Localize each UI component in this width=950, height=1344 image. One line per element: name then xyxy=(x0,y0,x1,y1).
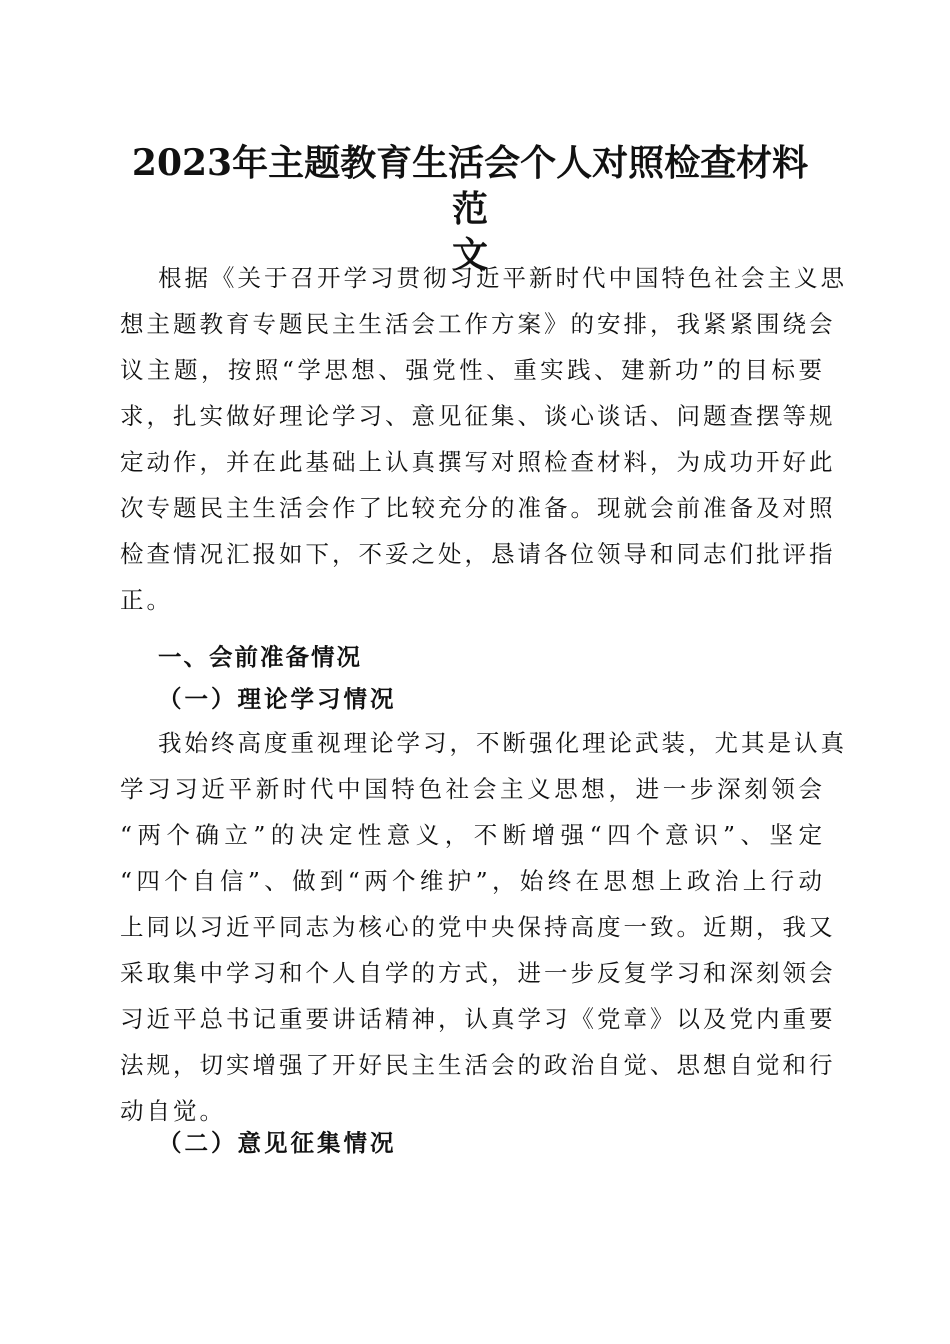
title-line-2: 文 xyxy=(451,234,488,276)
section-heading-1: 一、会前准备情况 xyxy=(158,643,362,671)
paragraph-line: 采取集中学习和个人自学的方式，进一步反复学习和深刻领会 xyxy=(120,959,836,987)
subsection-heading-1: （一）理论学习情况 xyxy=(158,685,397,713)
paragraph-line: 求，扎实做好理论学习、意见征集、谈心谈话、问题查摆等规 xyxy=(120,402,836,430)
paragraph-line: 定动作，并在此基础上认真撰写对照检查材料，为成功开好此 xyxy=(120,448,836,476)
subsection-heading-2: （二）意见征集情况 xyxy=(158,1129,397,1157)
paragraph-line: 正。 xyxy=(120,586,173,614)
paragraph-line: 想主题教育专题民主生活会工作方案》的安排，我紧紧围绕会 xyxy=(120,310,836,338)
paragraph-line: “两个确立”的决定性意义，不断增强“四个意识”、坚定 xyxy=(120,821,825,849)
paragraph-line: 动自觉。 xyxy=(120,1097,226,1125)
paragraph-line: “四个自信”、做到“两个维护”，始终在思想上政治上行动 xyxy=(120,867,825,895)
paragraph-line: 我始终高度重视理论学习，不断强化理论武装，尤其是认真 xyxy=(158,729,847,757)
title-line-1: 2023年主题教育生活会个人对照检查材料范 xyxy=(131,142,809,230)
paragraph-line: 学习习近平新时代中国特色社会主义思想，进一步深刻领会 xyxy=(120,775,825,803)
paragraph-line: 习近平总书记重要讲话精神，认真学习《党章》以及党内重要 xyxy=(120,1005,836,1033)
paragraph-line: 检查情况汇报如下，不妥之处，恳请各位领导和同志们批评指 xyxy=(120,540,836,568)
paragraph-line: 议主题，按照“学思想、强党性、重实践、建新功”的目标要 xyxy=(120,356,825,384)
theory-paragraph xyxy=(120,720,847,1134)
paragraph-line: 次专题民主生活会作了比较充分的准备。现就会前准备及对照 xyxy=(120,494,836,522)
paragraph-line: 法规，切实增强了开好民主生活会的政治自觉、思想自觉和行 xyxy=(120,1051,836,1079)
intro-paragraph xyxy=(120,255,847,623)
paragraph-line: 根据《关于召开学习贯彻习近平新时代中国特色社会主义思 xyxy=(158,264,847,292)
paragraph-line: 上同以习近平同志为核心的党中央保持高度一致。近期，我又 xyxy=(120,913,836,941)
